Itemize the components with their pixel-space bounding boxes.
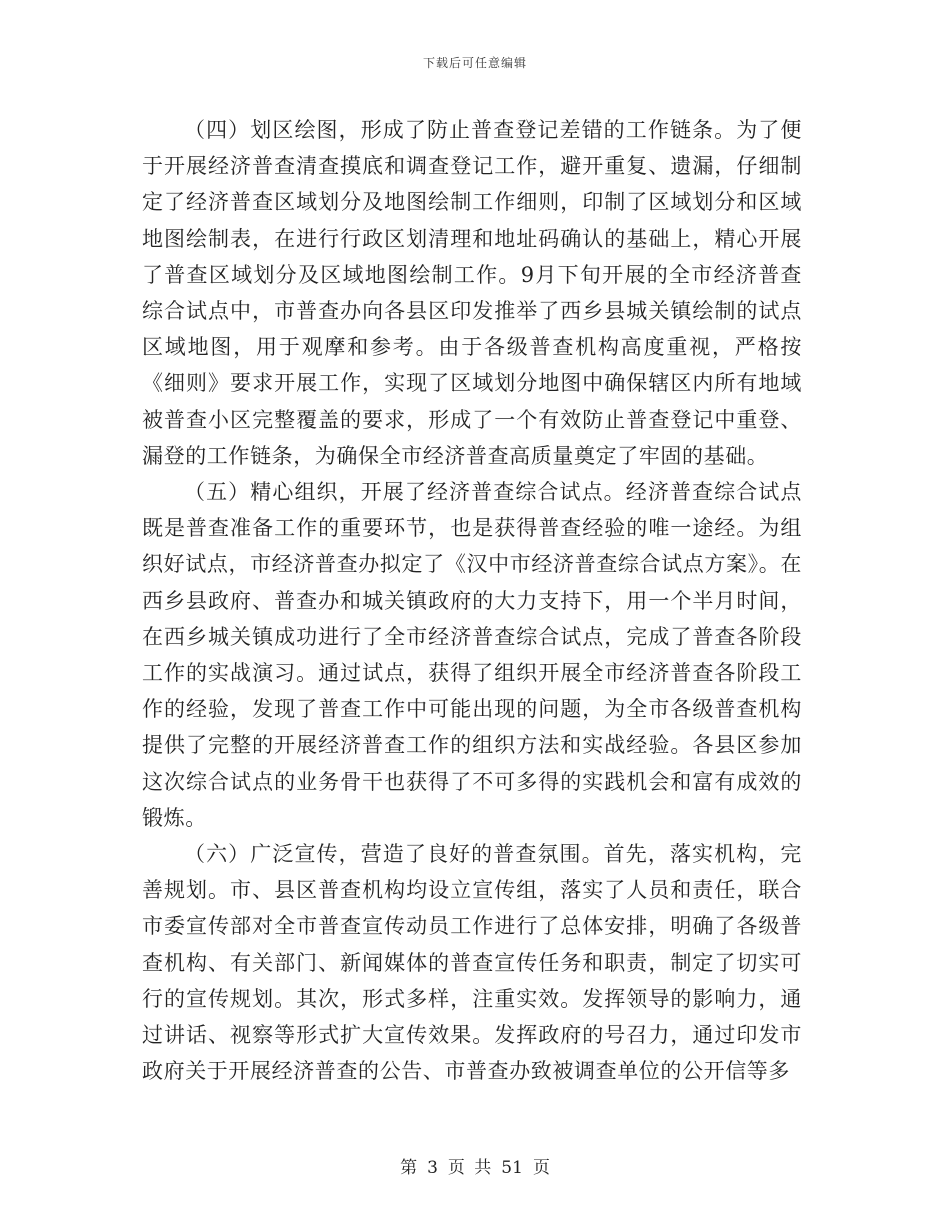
footer-middle: 页 共 xyxy=(447,1158,492,1178)
total-pages: 51 xyxy=(501,1158,523,1178)
paragraph-section-5: （五）精心组织，开展了经济普查综合试点。经济普查综合试点既是普查准备工作的重要环节，也是获得普查经验的唯一途经。为组织好试点，市经济普查办拟定了《汉中市经济普查综合试点方案》。在西乡县政府、普查办和城关镇政府的大力支持下，用一个半月时间，在西乡城关镇成功进行了全市经济普查综合试点，完成了普查各阶段工作的实战演习。通过试点，获得了组织开展全市经济普查各阶段工作的经验，发现了普查工作中可能出现的问题，为全市各级普查机构提供了完整的开展经济普查工作的组织方法和实战经验。各县区参加这次综合试点的业务骨干也获得了不可多得的实践机会和富有成效的锻炼。 xyxy=(142,480,802,830)
document-body xyxy=(142,112,802,1089)
footer-suffix: 页 xyxy=(532,1158,550,1178)
page-header: 下载后可任意编辑 xyxy=(422,56,527,70)
footer-prefix: 第 xyxy=(400,1158,418,1178)
page-number: 3 xyxy=(427,1158,438,1178)
page-footer xyxy=(0,1153,950,1178)
paragraph-section-4: （四）划区绘图，形成了防止普查登记差错的工作链条。为了便于开展经济普查清查摸底和调查登记工作，避开重复、遗漏，仔细制定了经济普查区域划分及地图绘制工作细则，印制了区域划分和区域地图绘制表，在进行行政区划清理和地址码确认的基础上，精心开展了普查区域划分及区域地图绘制工作。9月下旬开展的全市经济普查综合试点中，市普查办向各县区印发推举了西乡县城关镇绘制的试点区域地图，用于观摩和参考。由于各级普查机构高度重视，严格按《细则》要求开展工作，实现了区域划分地图中确保辖区内所有地域被普查小区完整覆盖的要求，形成了一个有效防止普查登记中重登、漏登的工作链条，为确保全市经济普查高质量奠定了牢固的基础。 xyxy=(142,118,802,468)
paragraph-section-6: （六）广泛宣传，营造了良好的普查氛围。首先，落实机构，完善规划。市、县区普查机构均设立宣传组，落实了人员和责任，联合市委宣传部对全市普查宣传动员工作进行了总体安排，明确了各级普查机构、有关部门、新闻媒体的普查宣传任务和职责，制定了切实可行的宣传规划。其次，形式多样，注重实效。发挥领导的影响力，通过讲话、视察等形式扩大宣传效果。发挥政府的号召力，通过印发市政府关于开展经济普查的公告、市普查办致被调查单位的公开信等多 xyxy=(142,842,802,1084)
